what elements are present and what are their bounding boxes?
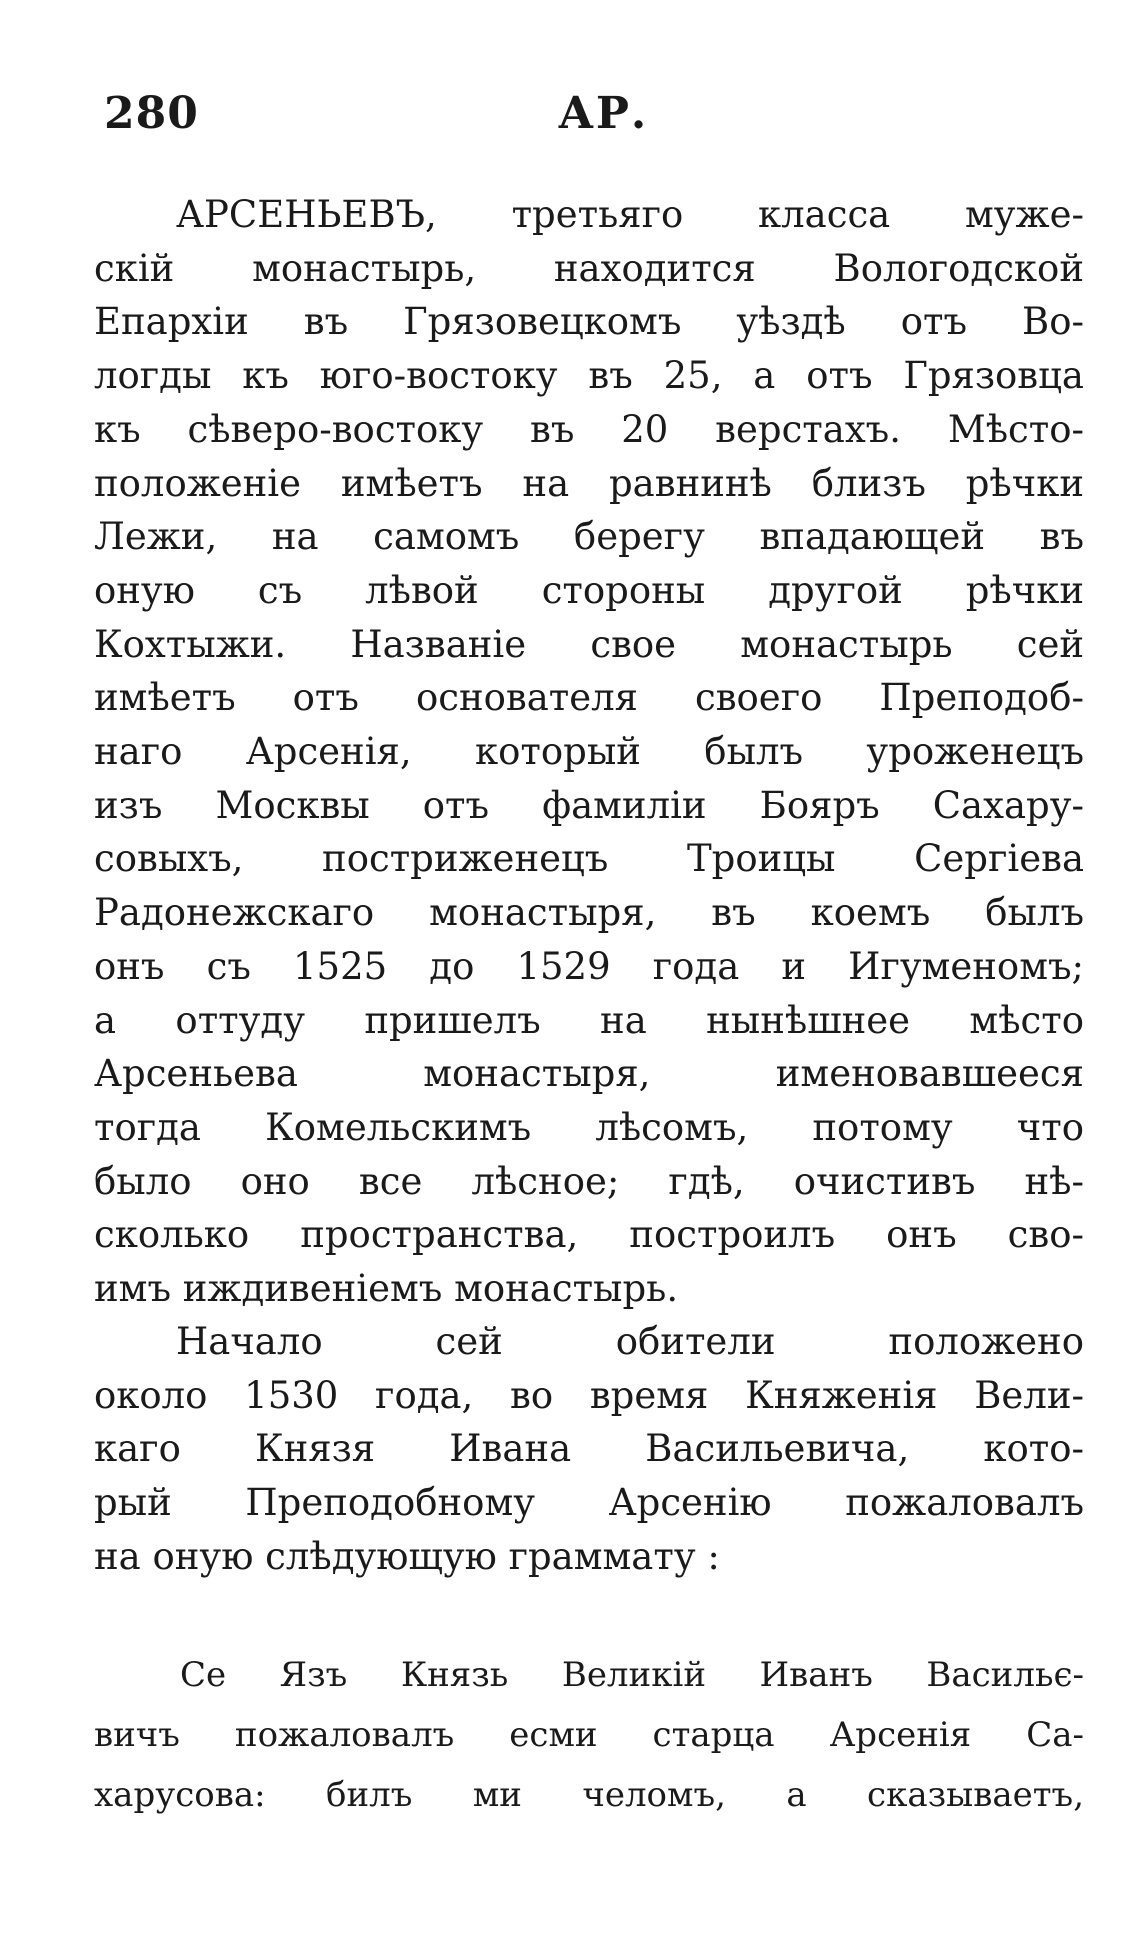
text-line: Епархіи въ Грязовецкомъ уѣздѣ отъ Во- — [94, 300, 1084, 344]
text-line: скій монастырь, находится Вологодской — [94, 246, 1084, 290]
page-header — [104, 88, 1090, 148]
text-line: Радонежскаго монастыря, въ коемъ былъ — [94, 891, 1084, 935]
paragraph-charter — [94, 1645, 1084, 1825]
text-line: каго Князя Ивана Васильевича, кото- — [94, 1427, 1084, 1471]
paragraph-founding — [94, 1315, 1084, 1584]
paragraph-arsenyev-monastery — [94, 188, 1084, 1316]
text-line: изъ Москвы отъ фамиліи Бояръ Сахару- — [94, 783, 1084, 827]
text-line: АРСЕНЬЕВЪ, третьяго класса муже- — [176, 193, 1084, 236]
running-head: АР. — [558, 88, 649, 139]
text-line: имѣетъ отъ основателя своего Преподоб- — [94, 676, 1084, 720]
text-line: было оно все лѣсное; гдѣ, очистивъ нѣ- — [94, 1159, 1084, 1203]
text-line: наго Арсенія, который былъ уроженецъ — [94, 730, 1084, 774]
text-line: совыхъ, постриженецъ Троицы Сергіева — [94, 837, 1084, 881]
text-line: положеніе имѣетъ на равнинѣ близъ рѣчки — [94, 461, 1084, 505]
text-line: имъ иждивеніемъ монастырь. — [94, 1267, 679, 1311]
page-number: 280 — [104, 88, 199, 139]
text-line: сколько пространства, построилъ онъ сво- — [94, 1213, 1084, 1257]
text-line: Начало сей обители положено — [176, 1320, 1084, 1363]
text-line: оную съ лѣвой стороны другой рѣчки — [94, 568, 1084, 612]
text-line: на оную слѣдующую граммату : — [94, 1534, 720, 1578]
text-line: онъ съ 1525 до 1529 года и Игуменомъ; — [94, 944, 1084, 988]
text-line: Кохтыжи. Названіе свое монастырь сей — [94, 622, 1084, 666]
text-line: харусова: билъ ми челомъ, а сказываетъ, — [94, 1775, 1084, 1815]
text-line: Арсеньева монастыря, именовавшееся — [94, 1052, 1084, 1096]
text-line: Лежи, на самомъ берегу впадающей въ — [94, 515, 1084, 559]
text-line: логды къ юго-востоку въ 25, а отъ Грязовца — [94, 354, 1084, 398]
text-line: тогда Комельскимъ лѣсомъ, потому что — [94, 1105, 1084, 1149]
text-line: около 1530 года, во время Княженія Вели- — [94, 1373, 1084, 1417]
text-line: рый Преподобному Арсенію пожаловалъ — [94, 1481, 1084, 1525]
text-line: къ сѣверо-востоку въ 20 верстахъ. Мѣсто- — [94, 407, 1084, 451]
text-line: вичъ пожаловалъ есми старца Арсенія Са- — [94, 1715, 1084, 1755]
text-line: а оттуду пришелъ на нынѣшнее мѣсто — [94, 998, 1084, 1042]
text-line: Се Язъ Князь Великій Иванъ Васильє- — [180, 1655, 1084, 1695]
